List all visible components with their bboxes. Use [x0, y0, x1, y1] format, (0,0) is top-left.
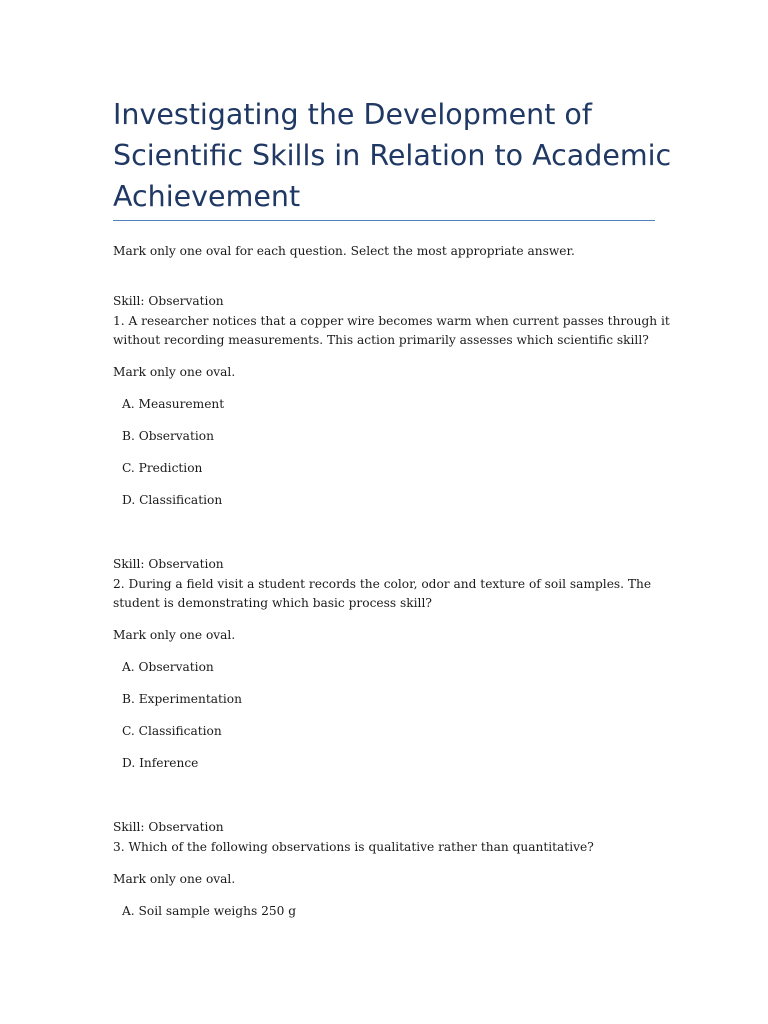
question-1-option-d[interactable]: D. Classification [122, 493, 223, 507]
question-1-text-line-2: without recording measurements. This action primarily assesses which scientific skill? [113, 333, 649, 347]
question-3-text-line-1: 3. Which of the following observations is qualitative rather than quantitative? [113, 840, 594, 854]
question-1-option-b[interactable]: B. Observation [122, 429, 214, 443]
question-1-skill: Skill: Observation [113, 294, 224, 308]
page-title: Investigating the Development of Scientific Skills in Relation to Academic Achievement [113, 98, 672, 213]
title-divider [113, 220, 655, 221]
question-2-option-d[interactable]: D. Inference [122, 756, 199, 770]
question-1-option-a[interactable]: A. Measurement [122, 397, 225, 411]
question-1-option-c[interactable]: C. Prediction [122, 461, 203, 475]
question-2-text-line-1: 2. During a field visit a student records the color, odor and texture of soil samples. The [113, 577, 652, 591]
question-1-mark-note: Mark only one oval. [113, 365, 236, 379]
question-2-option-c[interactable]: C. Classification [122, 724, 222, 738]
question-2-skill: Skill: Observation [113, 557, 224, 571]
question-3-option-a[interactable]: A. Soil sample weighs 250 g [122, 904, 297, 918]
question-2-text-line-2: student is demonstrating which basic process skill? [113, 596, 432, 610]
question-2-option-a[interactable]: A. Observation [122, 660, 214, 674]
question-3-mark-note: Mark only one oval. [113, 872, 236, 886]
question-2-mark-note: Mark only one oval. [113, 628, 236, 642]
question-1-text-line-1: 1. A researcher notices that a copper wire becomes warm when current passes through it [113, 314, 670, 328]
instructions: Mark only one oval for each question. Select the most appropriate answer. [113, 244, 575, 258]
question-3-skill: Skill: Observation [113, 820, 224, 834]
question-2-option-b[interactable]: B. Experimentation [122, 692, 242, 706]
